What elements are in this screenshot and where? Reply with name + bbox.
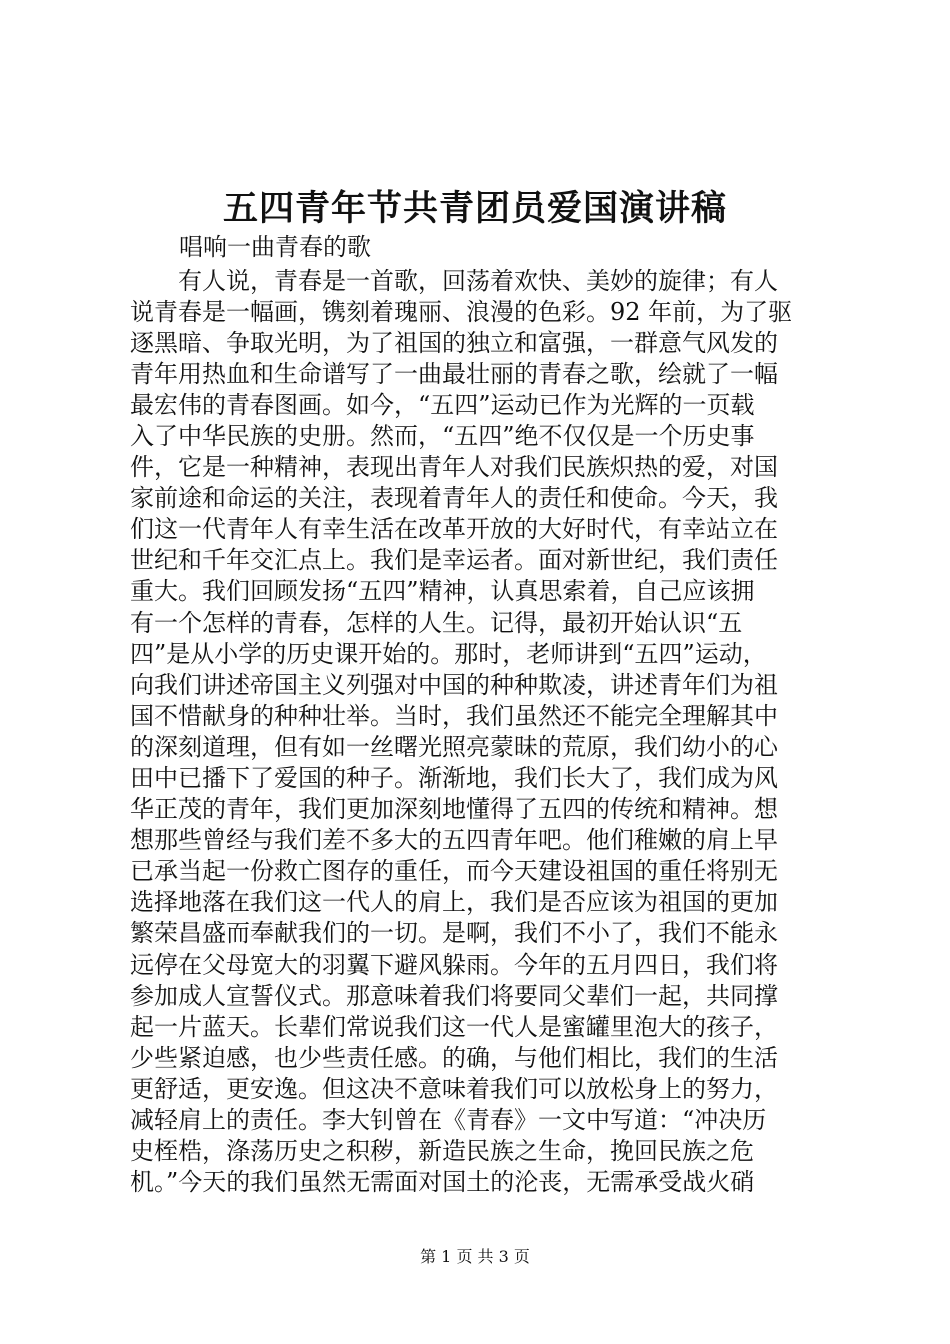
- body-line: 说青春是一幅画，镌刻着瑰丽、浪漫的色彩。92 年前，为了驱: [130, 297, 793, 326]
- body-line: 国不惜献身的种种壮举。当时，我们虽然还不能完全理解其中: [130, 701, 778, 730]
- body-line: 史桎梏，涤荡历史之积秽，新造民族之生命，挽回民族之危: [130, 1137, 754, 1166]
- body-line: 机。”今天的我们虽然无需面对国土的沦丧，无需承受战火硝: [130, 1168, 755, 1197]
- body-line: 有人说，青春是一首歌，回荡着欢快、美妙的旋律；有人: [178, 266, 778, 295]
- body-line: 逐黑暗、争取光明，为了祖国的独立和富强，一群意气风发的: [130, 328, 778, 357]
- body-line: 重大。我们回顾发扬“五四”精神，认真思索着，自己应该拥: [130, 577, 755, 606]
- body-line: 们这一代青年人有幸生活在改革开放的大好时代，有幸站立在: [130, 515, 778, 544]
- body-line: 少些紧迫感，也少些责任感。的确，与他们相比，我们的生活: [130, 1043, 778, 1072]
- body-line: 向我们讲述帝国主义列强对中国的种种欺凌，讲述青年们为祖: [130, 670, 778, 699]
- body-line: 已承当起一份救亡图存的重任，而今天建设祖国的重任将别无: [130, 857, 778, 886]
- body-line: 参加成人宣誓仪式。那意味着我们将要同父辈们一起，共同撑: [130, 981, 778, 1010]
- body-line: 最宏伟的青春图画。如今，“五四”运动已作为光辉的一页载: [130, 390, 755, 419]
- body-line: 件，它是一种精神，表现出青年人对我们民族炽热的爱，对国: [130, 453, 778, 482]
- body-line: 世纪和千年交汇点上。我们是幸运者。面对新世纪，我们责任: [130, 546, 778, 575]
- body-line: 青年用热血和生命谱写了一曲最壮丽的青春之歌，绘就了一幅: [130, 359, 778, 388]
- body-line: 起一片蓝天。长辈们常说我们这一代人是蜜罐里泡大的孩子，: [130, 1012, 778, 1041]
- body-line: 家前途和命运的关注，表现着青年人的责任和使命。今天，我: [130, 484, 778, 513]
- body-line: 四”是从小学的历史课开始的。那时，老师讲到“五四”运动，: [130, 639, 767, 668]
- body-line: 有一个怎样的青春，怎样的人生。记得，最初开始认识“五: [130, 608, 743, 637]
- body-line: 华正茂的青年，我们更加深刻地懂得了五四的传统和精神。想: [130, 795, 778, 824]
- body-line: 选择地落在我们这一代人的肩上，我们是否应该为祖国的更加: [130, 888, 778, 917]
- body-line: 更舒适，更安逸。但这决不意味着我们可以放松身上的努力，: [130, 1074, 778, 1103]
- body-line: 减轻肩上的责任。李大钊曾在《青春》一文中写道：“冲决历: [130, 1106, 767, 1135]
- body-line: 远停在父母宽大的羽翼下避风躲雨。今年的五月四日，我们将: [130, 950, 778, 979]
- body-line: 入了中华民族的史册。然而，“五四”绝不仅仅是一个历史事: [130, 421, 755, 450]
- page-footer: 第 1 页 共 3 页: [420, 1247, 530, 1266]
- body-line: 的深刻道理，但有如一丝曙光照亮蒙昧的荒原，我们幼小的心: [130, 732, 778, 761]
- body-text: [130, 266, 826, 1199]
- body-line: 繁荣昌盛而奉献我们的一切。是啊，我们不小了，我们不能永: [130, 919, 778, 948]
- body-line: 田中已播下了爱国的种子。渐渐地，我们长大了，我们成为风: [130, 764, 778, 792]
- document-subtitle: 唱响一曲青春的歌: [179, 233, 371, 261]
- document-title: 五四青年节共青团员爱国演讲稿: [222, 188, 727, 229]
- body-line: 想那些曾经与我们差不多大的五四青年吧。他们稚嫩的肩上早: [130, 826, 778, 855]
